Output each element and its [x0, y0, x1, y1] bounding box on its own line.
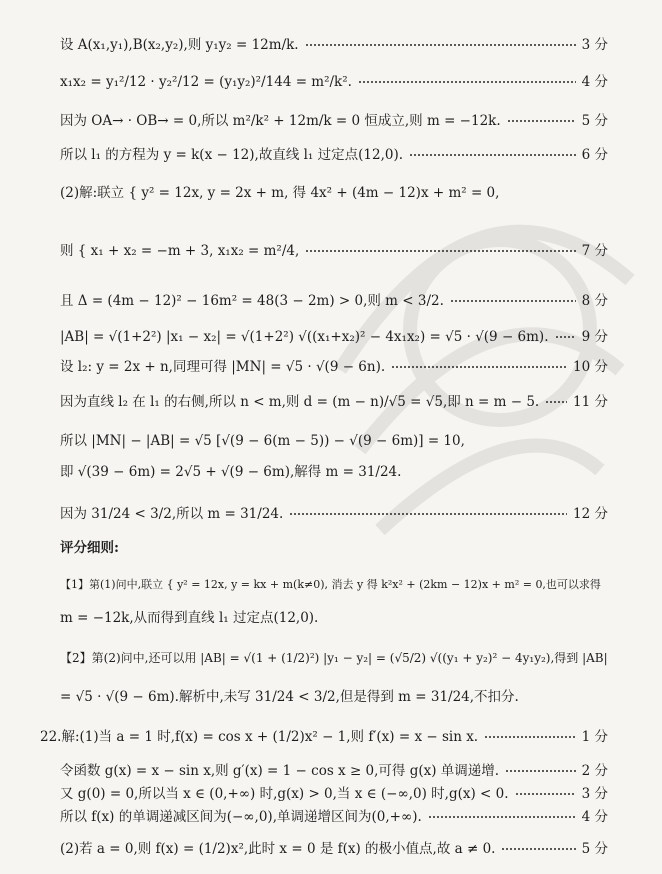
- leader-dots: [545, 401, 567, 403]
- score-label: 5 分: [581, 113, 608, 129]
- leader-dots: [409, 154, 576, 156]
- score-label: 12 分: [573, 506, 608, 522]
- score-label: 4 分: [581, 809, 608, 825]
- grading-note-2-line-2: [60, 688, 608, 706]
- answer-line-8: [60, 328, 608, 346]
- answer-line-11: [60, 432, 608, 450]
- line-text: 所以 l₁ 的方程为 y = k(x − 12),故直线 l₁ 过定点(12,0).: [60, 147, 404, 163]
- line-text: 因为直线 l₂ 在 l₁ 的右侧,所以 n < m,则 d = (m − n)/√5 = √5,即 n = m − 5.: [60, 394, 540, 410]
- answer-line-7: [60, 292, 608, 310]
- answer-line-9: [60, 358, 608, 376]
- line-text: 因为 31/24 < 3/2,所以 m = 31/24.: [60, 506, 284, 522]
- leader-dots: [501, 848, 575, 850]
- score-label: 3 分: [581, 37, 608, 53]
- leader-dots: [515, 793, 576, 795]
- leader-dots: [555, 336, 576, 338]
- leader-dots: [428, 816, 576, 818]
- score-label: 11 分: [573, 394, 608, 410]
- leader-dots: [289, 513, 567, 515]
- score-label: 10 分: [573, 359, 608, 375]
- line-text: 又 g(0) = 0,所以当 x ∈ (0,+∞) 时,g(x) > 0,当 x ∈ (−∞,0) 时,g(x) < 0.: [60, 786, 509, 802]
- leader-dots: [484, 736, 576, 738]
- line-text: 且 Δ = (4m − 12)² − 16m² = 48(3 − 2m) > 0,则 m < 3/2.: [60, 293, 444, 309]
- score-label: 2 分: [581, 763, 608, 779]
- answer-line-15: [60, 762, 608, 780]
- line-text: 因为 OA→ · OB→ = 0,所以 m²/k² + 12m/k = 0 恒成立,则 m = −12k.: [60, 113, 501, 129]
- line-text: 设 A(x₁,y₁),B(x₂,y₂),则 y₁y₂ = 12m/k.: [60, 37, 299, 53]
- answer-line-5: [60, 184, 608, 202]
- leader-dots: [450, 300, 576, 302]
- line-text: (2)若 a = 0,则 f(x) = (1/2)x²,此时 x = 0 是 f(x) 的极小值点,故 a ≠ 0.: [60, 841, 496, 857]
- score-label: 4 分: [581, 74, 608, 90]
- answer-line-13: [60, 505, 608, 523]
- grading-note-1-line-1: [60, 576, 608, 594]
- score-label: 9 分: [581, 329, 608, 345]
- leader-dots: [505, 770, 576, 772]
- line-text: 令函数 g(x) = x − sin x,则 g′(x) = 1 − cos x ≥ 0,可得 g(x) 单调递增.: [60, 763, 500, 779]
- line-text: 22.解:(1)当 a = 1 时,f(x) = cos x + (1/2)x² − 1,则 f′(x) = x − sin x.: [40, 729, 479, 745]
- line-text: m = −12k,从而得到直线 l₁ 过定点(12,0).: [60, 610, 319, 626]
- answer-line-12: [60, 463, 608, 481]
- answer-line-4: [60, 146, 608, 164]
- line-text: x₁x₂ = y₁²/12 · y₂²/12 = (y₁y₂)²/144 = m²/k².: [60, 74, 352, 90]
- line-text: |AB| = √(1+2²) |x₁ − x₂| = √(1+2²) √((x₁+x₂)² − 4x₁x₂) = √5 · √(9 − 6m).: [60, 329, 549, 345]
- line-text: (2)解:联立 { y² = 12x, y = 2x + m, 得 4x² + (4m − 12)x + m² = 0,: [60, 185, 500, 201]
- score-label: 7 分: [581, 243, 608, 259]
- leader-dots: [391, 366, 567, 368]
- grading-rules-heading: [60, 539, 608, 557]
- answer-line-17: [60, 808, 608, 826]
- leader-dots: [507, 120, 576, 122]
- leader-dots: [358, 81, 576, 83]
- score-label: 6 分: [581, 147, 608, 163]
- score-label: 1 分: [581, 729, 608, 745]
- score-label: 8 分: [581, 293, 608, 309]
- line-text: 则 { x₁ + x₂ = −m + 3, x₁x₂ = m²/4,: [60, 243, 300, 259]
- grading-note-1-line-2: [60, 609, 608, 627]
- line-text: 所以 f(x) 的单调递减区间为(−∞,0),单调递增区间为(0,+∞).: [60, 809, 422, 825]
- line-text: 即 √(39 − 6m) = 2√5 + √(9 − 6m),解得 m = 31/24.: [60, 464, 402, 480]
- score-label: 5 分: [581, 841, 608, 857]
- answer-line-1: [60, 36, 608, 54]
- leader-dots: [305, 44, 576, 46]
- line-text: 【1】第(1)问中,联立 { y² = 12x, y = kx + m(k≠0), 消去 y 得 k²x² + (2km − 12)x + m² = 0,也可以求得: [60, 578, 601, 591]
- leader-dots: [305, 250, 575, 252]
- line-text: 评分细则:: [60, 540, 119, 556]
- answer-line-16: [60, 785, 608, 803]
- grading-note-2-line-1: [60, 649, 608, 667]
- line-text: 【2】第(2)问中,还可以用 |AB| = √(1 + (1/2)²) |y₁ − y₂| = (√5/2) √((y₁ + y₂)² − 4y₁y₂),得到 |AB|: [60, 651, 608, 665]
- answer-line-6: [60, 242, 608, 260]
- answer-line-2: [60, 73, 608, 91]
- line-text: = √5 · √(9 − 6m).解析中,未写 31/24 < 3/2,但是得到 m = 31/24,不扣分.: [60, 689, 519, 705]
- answer-line-3: [60, 112, 608, 130]
- line-text: 设 l₂: y = 2x + n,同理可得 |MN| = √5 · √(9 − 6n).: [60, 359, 386, 375]
- answer-line-10: [60, 393, 608, 411]
- answer-line-18: [60, 840, 608, 858]
- answer-line-14: [40, 728, 608, 746]
- line-text: 所以 |MN| − |AB| = √5 [√(9 − 6(m − 5)) − √(9 − 6m)] = 10,: [60, 433, 465, 449]
- score-label: 3 分: [581, 786, 608, 802]
